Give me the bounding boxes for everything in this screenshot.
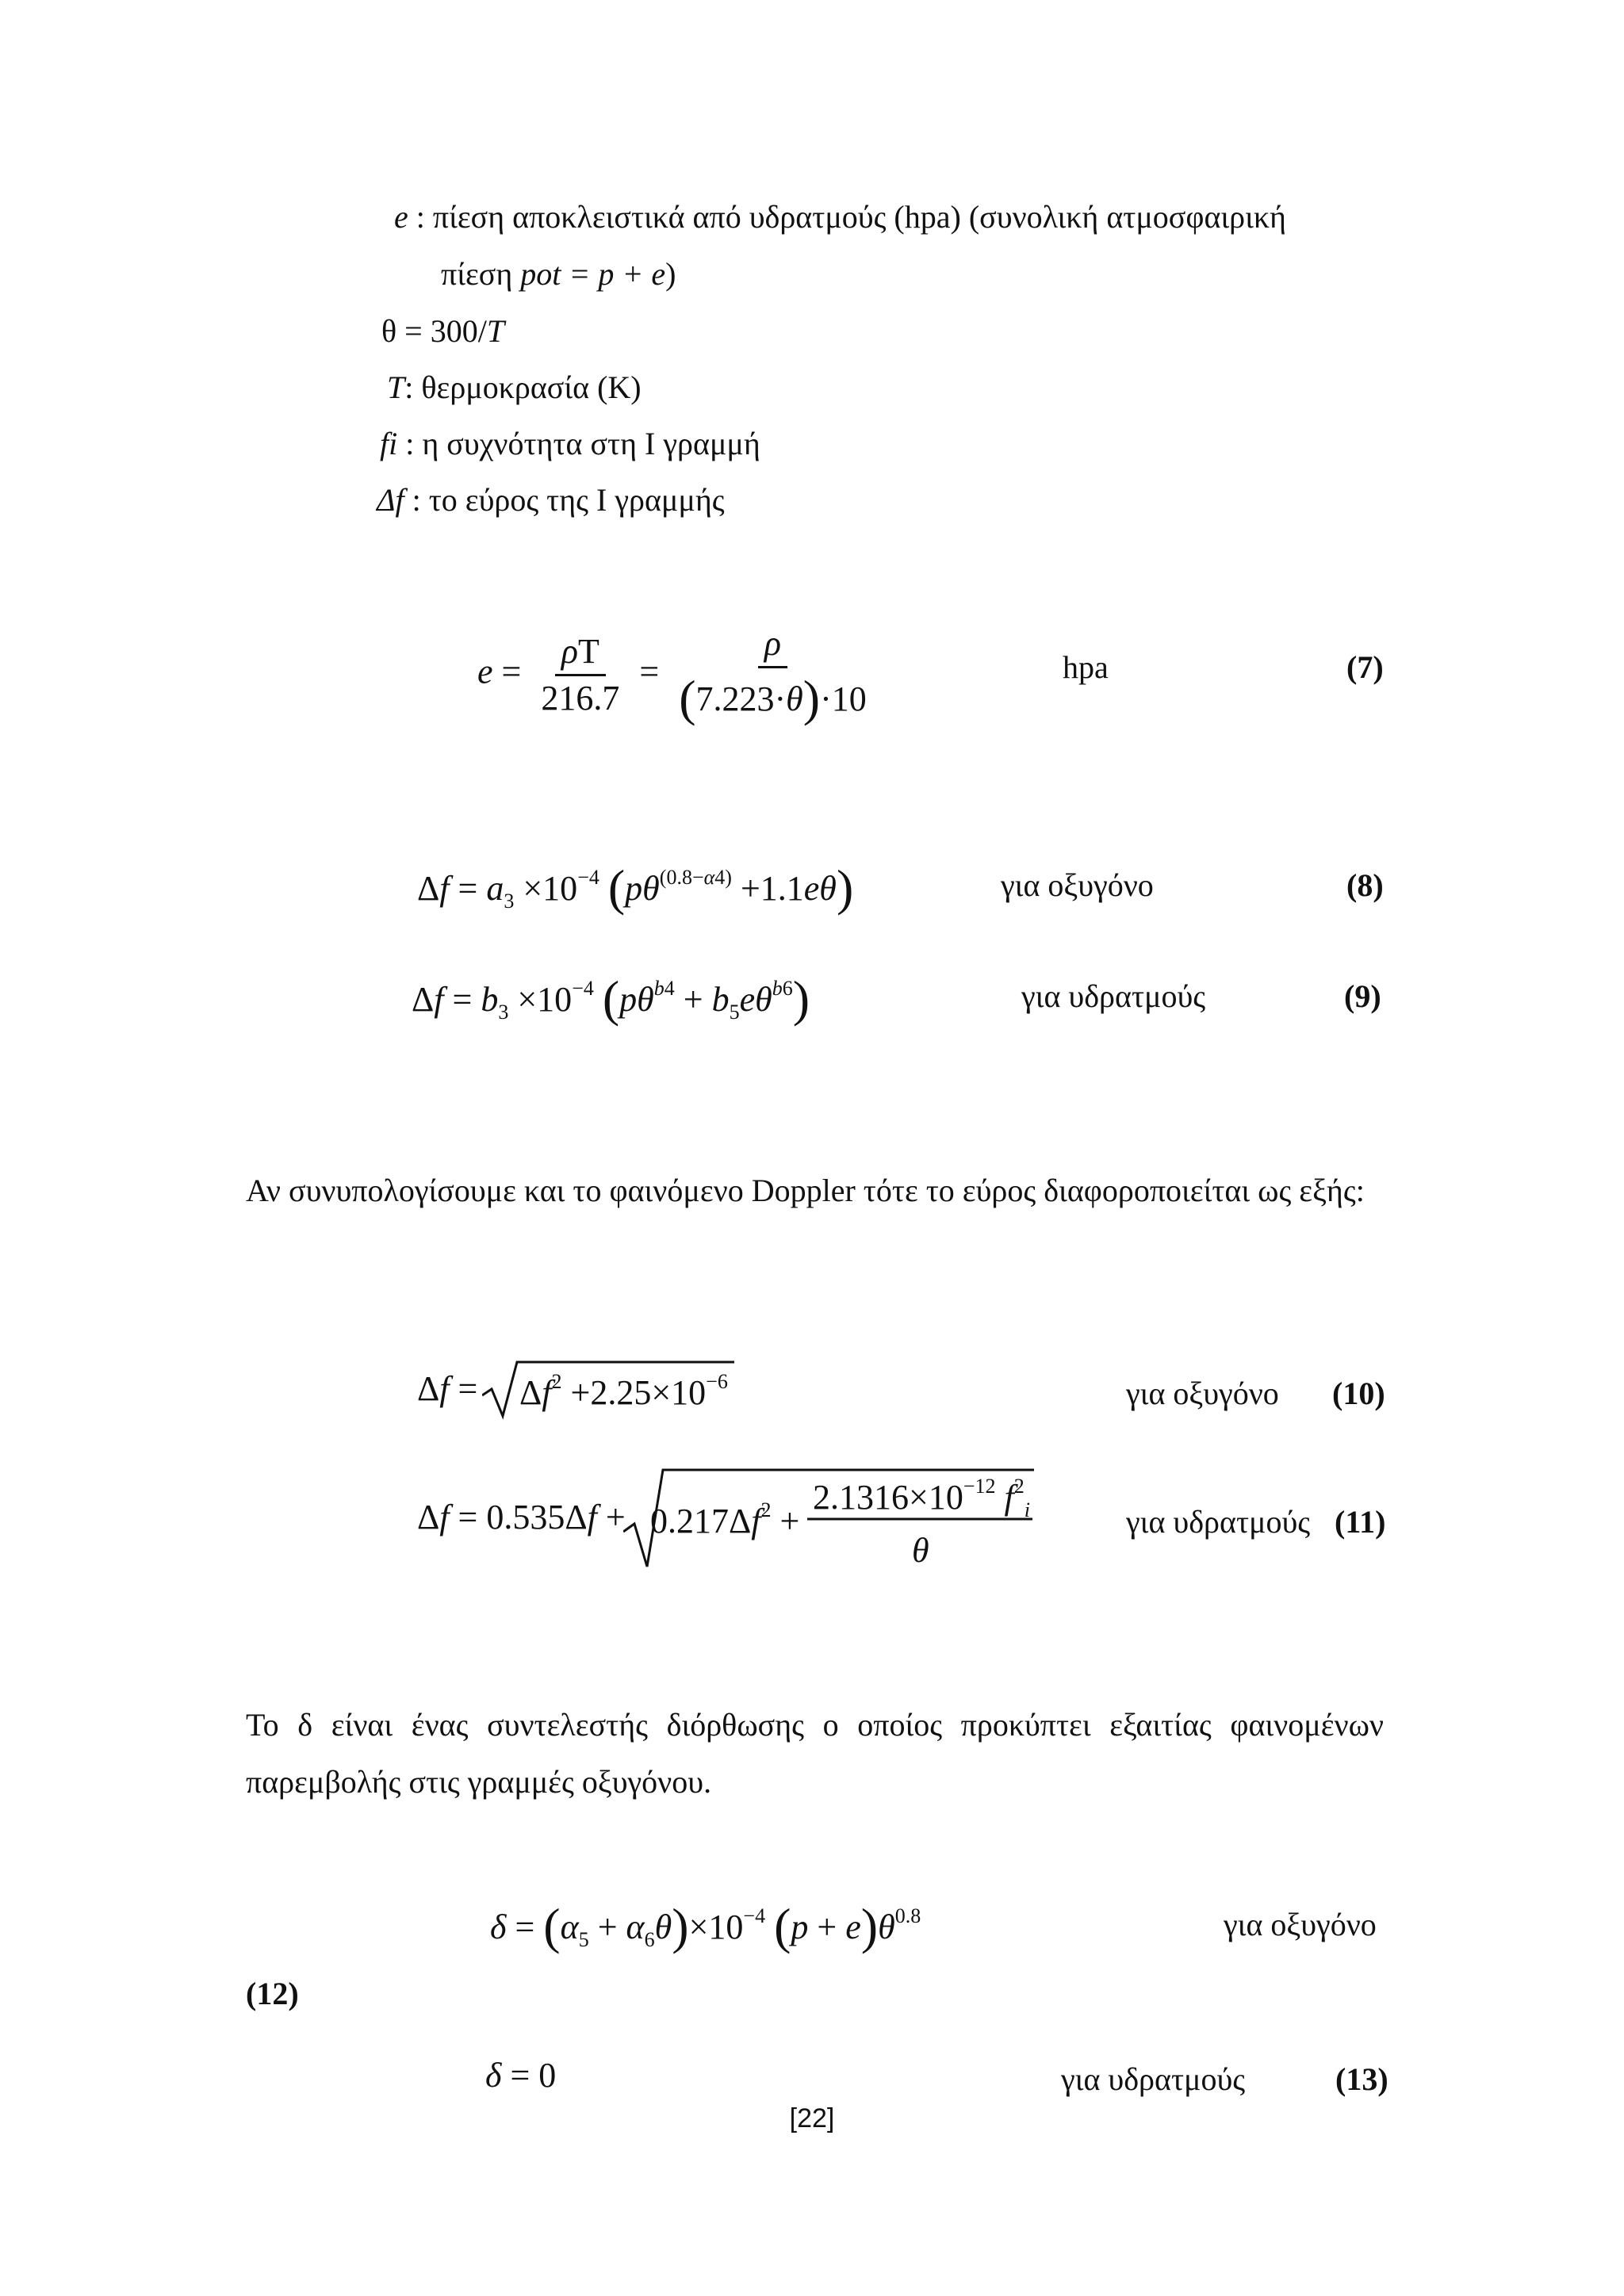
definition-fi: fi : η συχνότητα στη Ι γραμμή: [380, 426, 760, 461]
equation-11-numerator: $2.1316\times 10^{-12}$ $f^2_i$: [813, 1475, 1030, 1521]
equation-13-number: (13): [1335, 2061, 1388, 2097]
equation-9-label: για υδρατμούς: [1021, 978, 1206, 1014]
equation-9: $\Delta f = b_3 \times 10^{-4}$ $(p\theta^{b4} + b_5e\theta^{b6})$: [412, 970, 810, 1027]
equation-8: $\Delta f = a_3 \times 10^{-4}$ $(p\theta^{(0.8-\alpha 4)} +1.1e\theta)$: [417, 859, 854, 916]
equation-10-number: (10): [1332, 1376, 1385, 1411]
equation-13: δ = 0: [485, 2056, 557, 2095]
definition-delta-f: Δf : το εύρος της Ι γραμμής: [377, 482, 725, 518]
definition-e: e : πίεση αποκλειστικά από υδρατμούς (hpa) (συνολική ατμοσφαιρική: [394, 199, 1286, 235]
equation-13-label: για υδρατμούς: [1061, 2061, 1246, 2097]
equation-10-label: για οξυγόνο: [1126, 1376, 1279, 1411]
paragraph-delta: Το δ είναι ένας συντελεστής διόρθωσης ο οποίος προκύπτει εξαιτίας φαινομένων παρεμβολής στις γραμμές οξυγόνου.: [246, 1707, 1384, 1800]
equation-8-number: (8): [1346, 867, 1384, 903]
equation-11-denominator: θ: [912, 1531, 929, 1570]
equation-7-number: (7): [1346, 649, 1384, 685]
page-number: [22]: [789, 2103, 835, 2133]
equation-11-number: (11): [1335, 1504, 1386, 1540]
equation-11-label: για υδρατμούς: [1126, 1504, 1311, 1540]
equation-11-term: $0.217\Delta f^2$ +: [650, 1498, 800, 1540]
equation-12: $\delta = (\alpha_5 + \alpha_6\theta)\times 10^{-4}$ $(p + e)\theta^{0.8}$: [490, 1898, 921, 1954]
equation-8-label: για οξυγόνο: [1001, 867, 1154, 903]
paragraph-doppler: Αν συνυπολογίσουμε και το φαινόμενο Doppler τότε το εύρος διαφοροποιείται ως εξής:: [246, 1173, 1365, 1208]
definition-theta: θ = 300/T: [381, 313, 505, 349]
equation-7: e = $\frac{\rho T}{216.7}$ = $\frac{\rho}{(7.223\cdot\theta)\cdot 10}$: [477, 624, 867, 726]
equation-10-radicand: $\Delta f^2 +2.25\times 10^{-6}$: [519, 1370, 728, 1412]
equation-7-unit: hpa: [1063, 649, 1109, 685]
equation-12-number: (12): [246, 1976, 299, 2011]
equation-12-label: για οξυγόνο: [1224, 1907, 1377, 1942]
equation-9-number: (9): [1344, 978, 1381, 1014]
definition-T: T: θερμοκρασία (K): [387, 369, 642, 405]
equation-10: Δf =: [417, 1369, 478, 1408]
definition-e-continued: πίεση pot = p + e): [441, 256, 676, 292]
equation-11: Δf = 0.535Δf +: [417, 1498, 626, 1536]
